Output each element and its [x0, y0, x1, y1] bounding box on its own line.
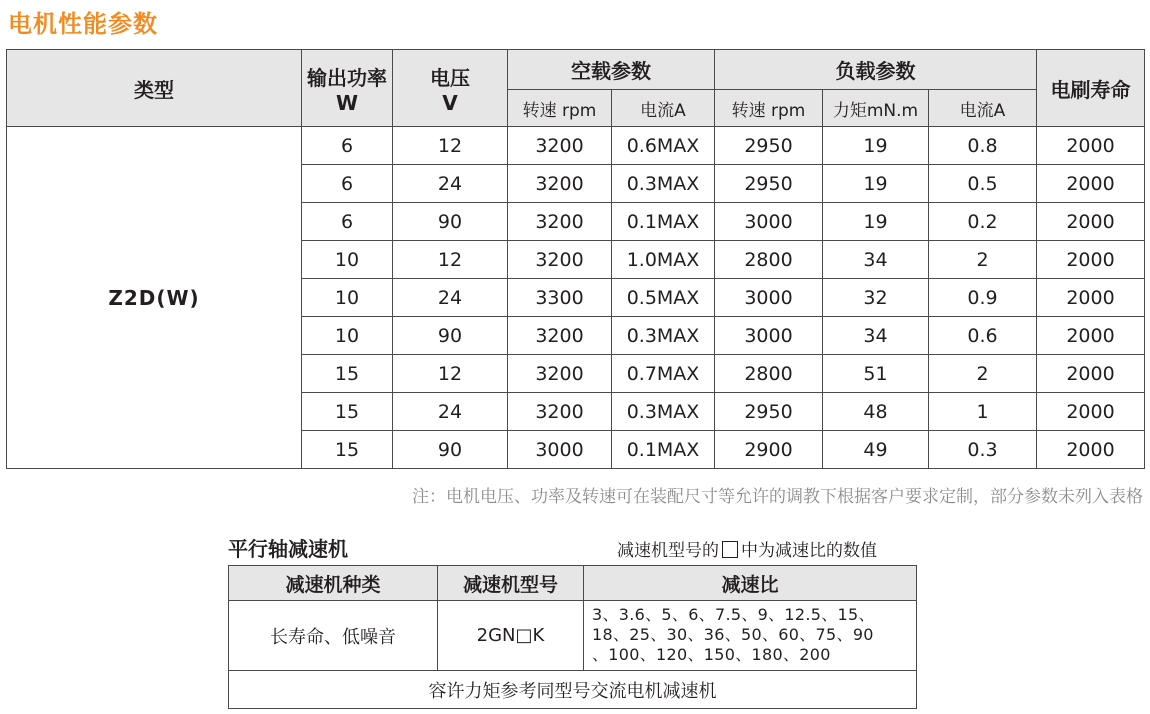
power-cell: 10: [302, 241, 393, 279]
header-load-speed: 转速 rpm: [715, 90, 823, 127]
load-speed-cell: 3000: [715, 317, 823, 355]
no-load-speed-cell: 3300: [508, 279, 612, 317]
voltage-cell: 90: [393, 317, 508, 355]
load-torque-cell: 34: [823, 241, 929, 279]
empty-box-icon: [722, 541, 738, 558]
header-reducer-model: 减速机型号: [438, 566, 584, 601]
reducer-hint: [617, 536, 877, 561]
no-load-speed-cell: 3200: [508, 355, 612, 393]
no-load-speed-cell: 3200: [508, 393, 612, 431]
header-brush-life: 电刷寿命: [1037, 50, 1145, 127]
ratio-line: 、100、120、150、180、200: [592, 645, 831, 664]
no-load-speed-cell: 3000: [508, 431, 612, 469]
voltage-cell: 12: [393, 241, 508, 279]
load-torque-cell: 49: [823, 431, 929, 469]
power-cell: 10: [302, 279, 393, 317]
brush-life-cell: 2000: [1037, 279, 1145, 317]
table-row: [229, 671, 917, 709]
load-current-cell: 0.3: [929, 431, 1037, 469]
load-current-cell: 0.9: [929, 279, 1037, 317]
no-load-speed-cell: 3200: [508, 165, 612, 203]
reducer-hint-before: 减速机型号的: [617, 541, 719, 561]
brush-life-cell: 2000: [1037, 317, 1145, 355]
power-cell: 15: [302, 393, 393, 431]
no-load-current-cell: 0.7MAX: [612, 355, 715, 393]
voltage-cell: 24: [393, 165, 508, 203]
header-no-load-params: 空载参数: [508, 50, 715, 90]
header-reduction-ratio: 减速比: [584, 566, 917, 601]
no-load-current-cell: 0.3MAX: [612, 393, 715, 431]
load-torque-cell: 48: [823, 393, 929, 431]
power-cell: 6: [302, 127, 393, 165]
no-load-current-cell: 1.0MAX: [612, 241, 715, 279]
load-torque-cell: 19: [823, 203, 929, 241]
header-type: 类型: [7, 50, 302, 127]
load-speed-cell: 2800: [715, 241, 823, 279]
ratio-line: 18、25、30、36、50、60、75、90: [592, 625, 874, 644]
type-cell: Z2D(W): [7, 127, 302, 469]
brush-life-cell: 2000: [1037, 127, 1145, 165]
header-no-load-speed: 转速 rpm: [508, 90, 612, 127]
header-voltage-label: 电压: [430, 65, 470, 90]
brush-life-cell: 2000: [1037, 431, 1145, 469]
no-load-current-cell: 0.5MAX: [612, 279, 715, 317]
reducer-footer-cell: 容许力矩参考同型号交流电机减速机: [229, 671, 917, 709]
load-speed-cell: 3000: [715, 203, 823, 241]
power-cell: 6: [302, 165, 393, 203]
load-torque-cell: 19: [823, 165, 929, 203]
header-load-params: 负载参数: [715, 50, 1037, 90]
no-load-speed-cell: 3200: [508, 127, 612, 165]
load-current-cell: 0.5: [929, 165, 1037, 203]
header-voltage-unit: V: [442, 90, 458, 115]
load-speed-cell: 2950: [715, 165, 823, 203]
load-speed-cell: 2950: [715, 393, 823, 431]
power-cell: 6: [302, 203, 393, 241]
power-cell: 15: [302, 355, 393, 393]
reducer-title: 平行轴减速机: [228, 537, 348, 561]
brush-life-cell: 2000: [1037, 241, 1145, 279]
ratio-line: 3、3.6、5、6、7.5、9、12.5、15、: [592, 605, 875, 624]
no-load-current-cell: 0.1MAX: [612, 203, 715, 241]
load-current-cell: 0.8: [929, 127, 1037, 165]
no-load-speed-cell: 3200: [508, 203, 612, 241]
table-row: [7, 127, 1145, 165]
header-output-power-unit: W: [335, 90, 359, 115]
reducer-hint-after: 中为减速比的数值: [741, 541, 877, 561]
header-load-torque: 力矩mN.m: [823, 90, 929, 127]
load-current-cell: 2: [929, 241, 1037, 279]
load-speed-cell: 2800: [715, 355, 823, 393]
voltage-cell: 12: [393, 355, 508, 393]
header-output-power: [302, 50, 393, 127]
voltage-cell: 90: [393, 203, 508, 241]
load-speed-cell: 2950: [715, 127, 823, 165]
reducer-model-cell: 2GN□K: [438, 601, 584, 671]
load-torque-cell: 19: [823, 127, 929, 165]
load-torque-cell: 32: [823, 279, 929, 317]
no-load-current-cell: 0.6MAX: [612, 127, 715, 165]
no-load-speed-cell: 3200: [508, 241, 612, 279]
brush-life-cell: 2000: [1037, 165, 1145, 203]
brush-life-cell: 2000: [1037, 393, 1145, 431]
load-speed-cell: 2900: [715, 431, 823, 469]
load-current-cell: 0.6: [929, 317, 1037, 355]
table-row: [229, 601, 917, 671]
load-speed-cell: 3000: [715, 279, 823, 317]
reducer-table: [228, 565, 917, 709]
load-current-cell: 0.2: [929, 203, 1037, 241]
voltage-cell: 90: [393, 431, 508, 469]
reduction-ratio-cell: [584, 601, 917, 671]
load-current-cell: 1: [929, 393, 1037, 431]
header-load-current: 电流A: [929, 90, 1037, 127]
no-load-current-cell: 0.1MAX: [612, 431, 715, 469]
reducer-kind-cell: 长寿命、低噪音: [229, 601, 438, 671]
performance-table: [6, 49, 1145, 469]
header-output-power-label: 输出功率: [307, 65, 387, 90]
section-title: 电机性能参数: [8, 10, 158, 38]
no-load-current-cell: 0.3MAX: [612, 165, 715, 203]
load-torque-cell: 51: [823, 355, 929, 393]
brush-life-cell: 2000: [1037, 355, 1145, 393]
voltage-cell: 12: [393, 127, 508, 165]
brush-life-cell: 2000: [1037, 203, 1145, 241]
voltage-cell: 24: [393, 279, 508, 317]
voltage-cell: 24: [393, 393, 508, 431]
header-voltage: [393, 50, 508, 127]
footnote: 注：电机电压、功率及转速可在装配尺寸等允许的调教下根据客户要求定制，部分参数未列入表格: [412, 487, 1143, 507]
power-cell: 10: [302, 317, 393, 355]
header-reducer-kind: 减速机种类: [229, 566, 438, 601]
power-cell: 15: [302, 431, 393, 469]
no-load-current-cell: 0.3MAX: [612, 317, 715, 355]
load-current-cell: 2: [929, 355, 1037, 393]
header-no-load-current: 电流A: [612, 90, 715, 127]
no-load-speed-cell: 3200: [508, 317, 612, 355]
load-torque-cell: 34: [823, 317, 929, 355]
